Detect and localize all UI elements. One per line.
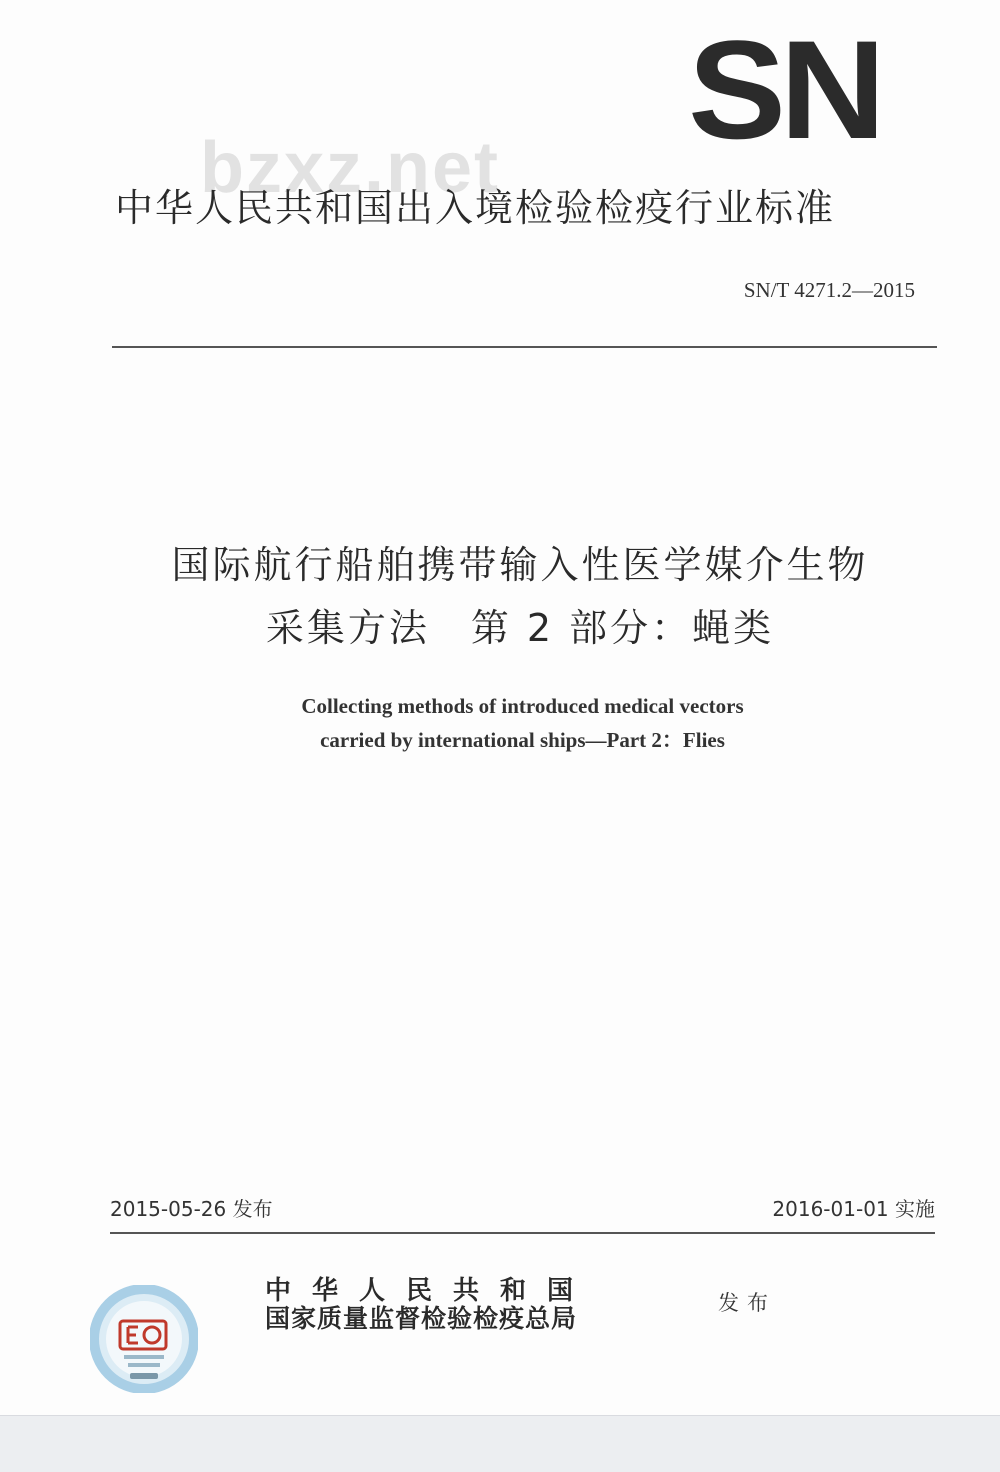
- standard-number: SN/T 4271.2—2015: [743, 278, 915, 302]
- org-title: 中华人民共和国出入境检验检疫行业标准: [115, 186, 836, 230]
- title-en-line1: Collecting methods of introduced medical vectors: [301, 694, 744, 718]
- sn-logo: SN: [688, 11, 880, 168]
- title-zh-line1: 国际航行船舶携带输入性医学媒介生物: [171, 543, 869, 587]
- anti-counterfeit-stamp-icon: [90, 1285, 198, 1393]
- watermark: bzxz.net: [200, 128, 501, 208]
- issuer-line2: 国家质量监督检验检疫总局: [265, 1304, 578, 1333]
- top-divider: [112, 346, 937, 348]
- viewer-bottom-bar: [0, 1415, 1000, 1472]
- implementation-date: 2016-01-01 实施: [772, 1197, 935, 1221]
- issuer-line1: 中华人民共和国: [265, 1276, 595, 1306]
- publish-label: 发布: [718, 1291, 776, 1315]
- title-zh-line2: 采集方法 第 2 部分：蝇类: [265, 606, 775, 650]
- bottom-divider: [110, 1232, 935, 1234]
- issue-date: 2015-05-26 发布: [110, 1197, 273, 1221]
- title-en-line2: carried by international ships—Part 2：Flies: [320, 728, 725, 752]
